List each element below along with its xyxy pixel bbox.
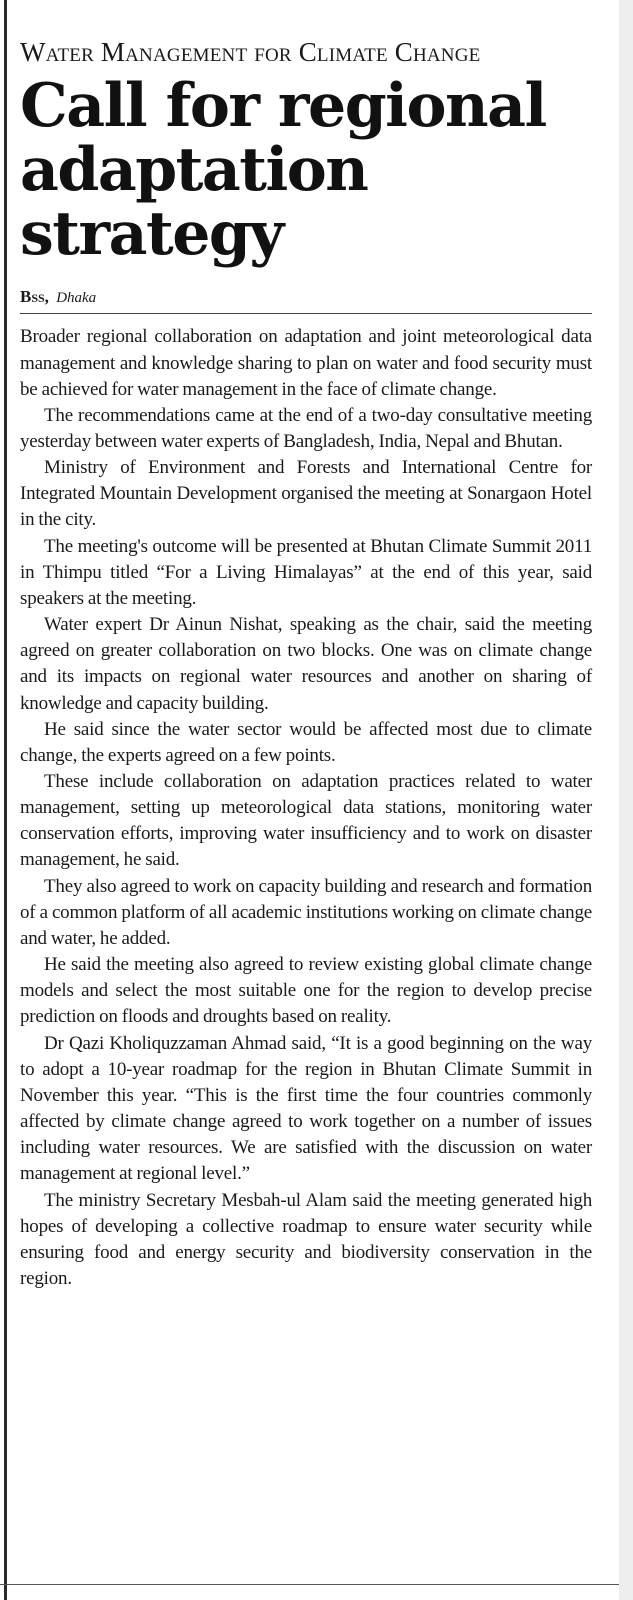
column-left-rule: [4, 0, 7, 1600]
bottom-rule: [0, 1584, 619, 1585]
article-byline: [20, 286, 592, 314]
article-paragraph: Ministry of Environment and Forests and International Centre for Integrated Mountain Development organised the meeting at Sonargaon Hotel in the city.: [20, 457, 592, 531]
article-paragraph: The ministry Secretary Mesbah-ul Alam said the meeting generated high hopes of developing a collective roadmap to ensure water security while ensuring food and energy security and biodiversity conservation in the region.: [20, 1189, 592, 1289]
byline-agency: Bss,: [20, 287, 49, 307]
byline-place: Dhaka: [56, 290, 97, 307]
article-body: [20, 324, 592, 1292]
article-paragraph: Broader regional collaboration on adaptation and joint meteorological data management and knowledge sharing to plan on water and food security must be achieved for water management in the face of climate change.: [20, 326, 592, 400]
article-paragraph: The meeting's outcome will be presented at Bhutan Climate Summit 2011 in Thimpu titled “For a Living Himalayas” at the end of this year, said speakers at the meeting.: [20, 535, 592, 609]
page-right-edge: [619, 0, 633, 1600]
article-paragraph: They also agreed to work on capacity building and research and formation of a common platform of all academic institutions working on climate change and water, he added.: [20, 875, 592, 949]
article-kicker: Water Management for Climate Change: [20, 37, 481, 67]
article-paragraph: He said since the water sector would be affected most due to climate change, the experts agreed on a few points.: [20, 718, 592, 766]
article-paragraph: Dr Qazi Kholiquzzaman Ahmad said, “It is a good beginning on the way to adopt a 10-year roadmap for the region in Bhutan Climate Summit in November this year. “This is the first time the four countries commonly affected by climate change agreed to work together on a number of issues including water resources. We are satisfied with the discussion on water management at regional level.”: [20, 1032, 592, 1185]
article-headline: Call for regional adaptation strategy: [20, 71, 546, 270]
news-article: [20, 38, 592, 1292]
article-paragraph: The recommendations came at the end of a two-day consultative meeting yesterday between water experts of Bangladesh, India, Nepal and Bhutan.: [20, 404, 592, 452]
article-paragraph: Water expert Dr Ainun Nishat, speaking as the chair, said the meeting agreed on greater collaboration on two blocks. One was on climate change and its impacts on regional water resources and another on sharing of knowledge and capacity building.: [20, 614, 592, 714]
article-paragraph: He said the meeting also agreed to review existing global climate change models and select the most suitable one for the region to develop precise prediction on floods and droughts based on reality.: [20, 954, 592, 1028]
article-paragraph: These include collaboration on adaptation practices related to water management, setting up meteorological data stations, monitoring water conservation efforts, improving water insufficiency and to work on disaster management, he said.: [20, 771, 592, 871]
